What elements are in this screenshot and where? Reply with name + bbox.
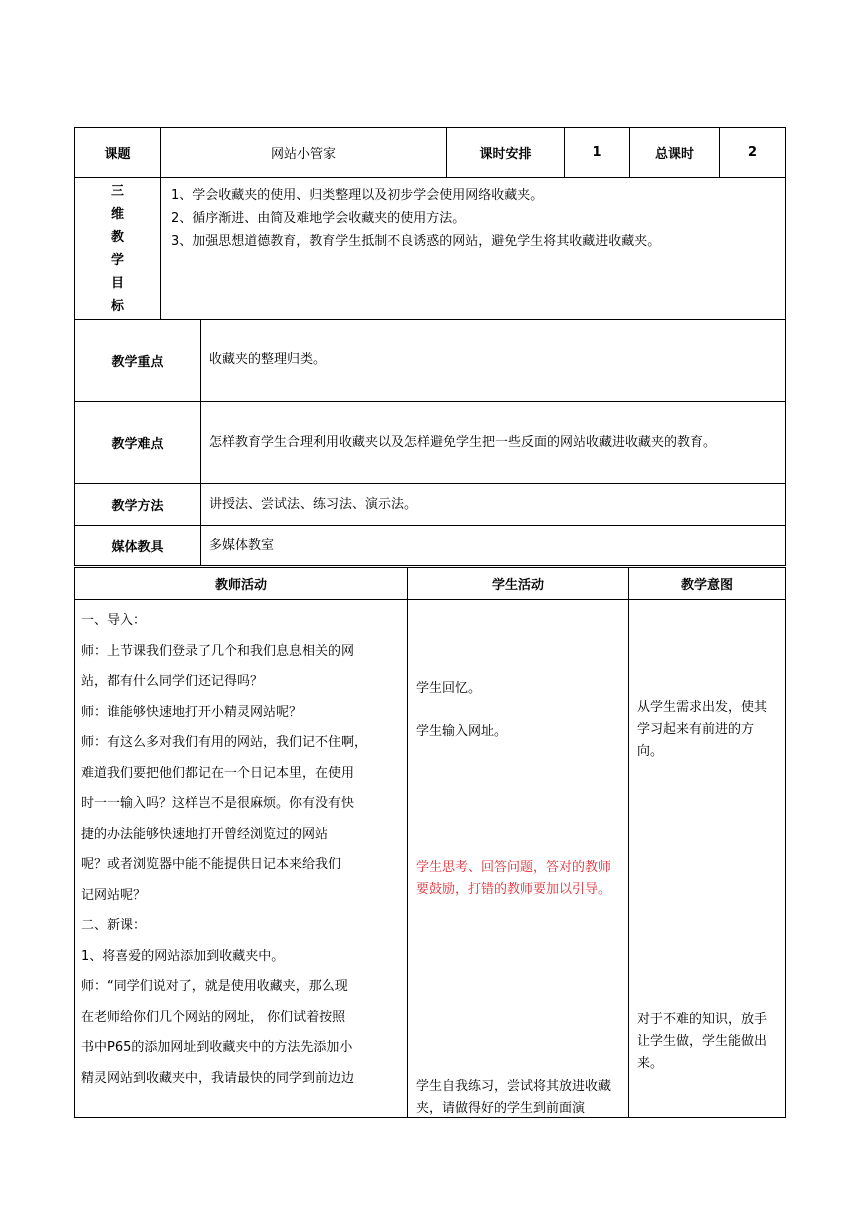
teacher-line: 精灵网站到收藏夹中，我请最快的同学到前边边 [81, 1070, 355, 1086]
student-think: 学生思考、回答问题，答对的教师要鼓励，打错的教师要加以引导。 [416, 860, 612, 897]
total-label: 总课时 [630, 128, 720, 178]
teacher-line: 一、导入： [81, 613, 147, 628]
activities-header-row [75, 568, 786, 600]
goal-item: 2、循序渐进、由简及难地学会收藏夹的使用方法。 [171, 211, 466, 226]
teacher-line: 站，都有什么同学们还记得吗？ [81, 674, 264, 689]
teacher-line: 时一一输入吗？这样岂不是很麻烦。你有没有快 [81, 796, 355, 811]
teacher-line: 师：谁能够快速地打开小精灵网站呢？ [81, 704, 303, 720]
teacher-line: 捷的办法能够快速地打开曾经浏览过的网站 [81, 826, 329, 842]
method-row [75, 484, 786, 526]
goals-row [75, 178, 786, 320]
intent-first: 从学生需求出发，使其学习起来有前进的方向。 [637, 700, 768, 759]
schedule-value: 1 [565, 128, 630, 178]
teacher-line: 记网站呢？ [81, 887, 147, 903]
teacher-line: 师：有这么多对我们有用的网站，我们记不住啊， [81, 735, 368, 750]
topic-value: 网站小管家 [161, 128, 447, 178]
teaching-intent-cell [629, 600, 786, 1118]
teaching-intent-header: 教学意图 [629, 568, 786, 600]
lesson-info-table [74, 127, 786, 566]
media-value: 多媒体教室 [201, 526, 786, 566]
goals-label: 三 维 教 学 目 标 [75, 178, 161, 320]
teacher-line: 书中P65的添加网址到收藏夹中的方法先添加小 [81, 1040, 353, 1055]
teacher-activity-header: 教师活动 [75, 568, 408, 600]
key-point-label: 教学重点 [75, 320, 201, 402]
goal-item: 3、加强思想道德教育，教育学生抵制不良诱惑的网站，避免学生将其收藏进收藏夹。 [171, 234, 661, 249]
header-row [75, 128, 786, 178]
topic-label: 课题 [75, 128, 161, 178]
media-row [75, 526, 786, 566]
teacher-line: 师：上节课我们登录了几个和我们息息相关的网 [81, 643, 355, 659]
student-practice: 学生自我练习，尝试将其放进收藏夹，请做得好的学生到前面演 [416, 1079, 612, 1116]
goal-item: 1、学会收藏夹的使用、归类整理以及初步学会使用网络收藏夹。 [171, 188, 544, 203]
schedule-label: 课时安排 [447, 128, 565, 178]
difficulty-row [75, 402, 786, 484]
teacher-line: 呢？或者浏览器中能不能提供日记本来给我们 [81, 857, 342, 872]
teacher-activity-cell [75, 600, 408, 1118]
intent-second: 对于不难的知识，放手让学生做，学生能做出来。 [637, 1012, 768, 1071]
goals-content [161, 178, 786, 320]
student-recall: 学生回忆。 [416, 681, 482, 696]
total-value: 2 [720, 128, 786, 178]
teacher-line: 师：“同学们说对了，就是使用收藏夹，那么现 [81, 979, 348, 994]
teacher-line: 在老师给你们几个网站的网址， 你们试着按照 [81, 1009, 346, 1025]
activities-table [74, 567, 786, 1118]
method-value: 讲授法、尝试法、练习法、演示法。 [201, 484, 786, 526]
student-activity-cell [408, 600, 629, 1118]
activities-body-row [75, 600, 786, 1118]
teacher-line: 难道我们要把他们都记在一个日记本里，在使用 [81, 765, 355, 781]
key-point-value: 收藏夹的整理归类。 [201, 320, 786, 402]
method-label: 教学方法 [75, 484, 201, 526]
key-point-row [75, 320, 786, 402]
teacher-line: 二、新课： [81, 918, 147, 933]
student-activity-header: 学生活动 [408, 568, 629, 600]
difficulty-value: 怎样教育学生合理利用收藏夹以及怎样避免学生把一些反面的网站收藏进收藏夹的教育。 [201, 402, 786, 484]
media-label: 媒体教具 [75, 526, 201, 566]
difficulty-label: 教学难点 [75, 402, 201, 484]
student-enter-url: 学生输入网址。 [416, 724, 508, 739]
teacher-line: 1、将喜爱的网站添加到收藏夹中。 [81, 948, 285, 964]
